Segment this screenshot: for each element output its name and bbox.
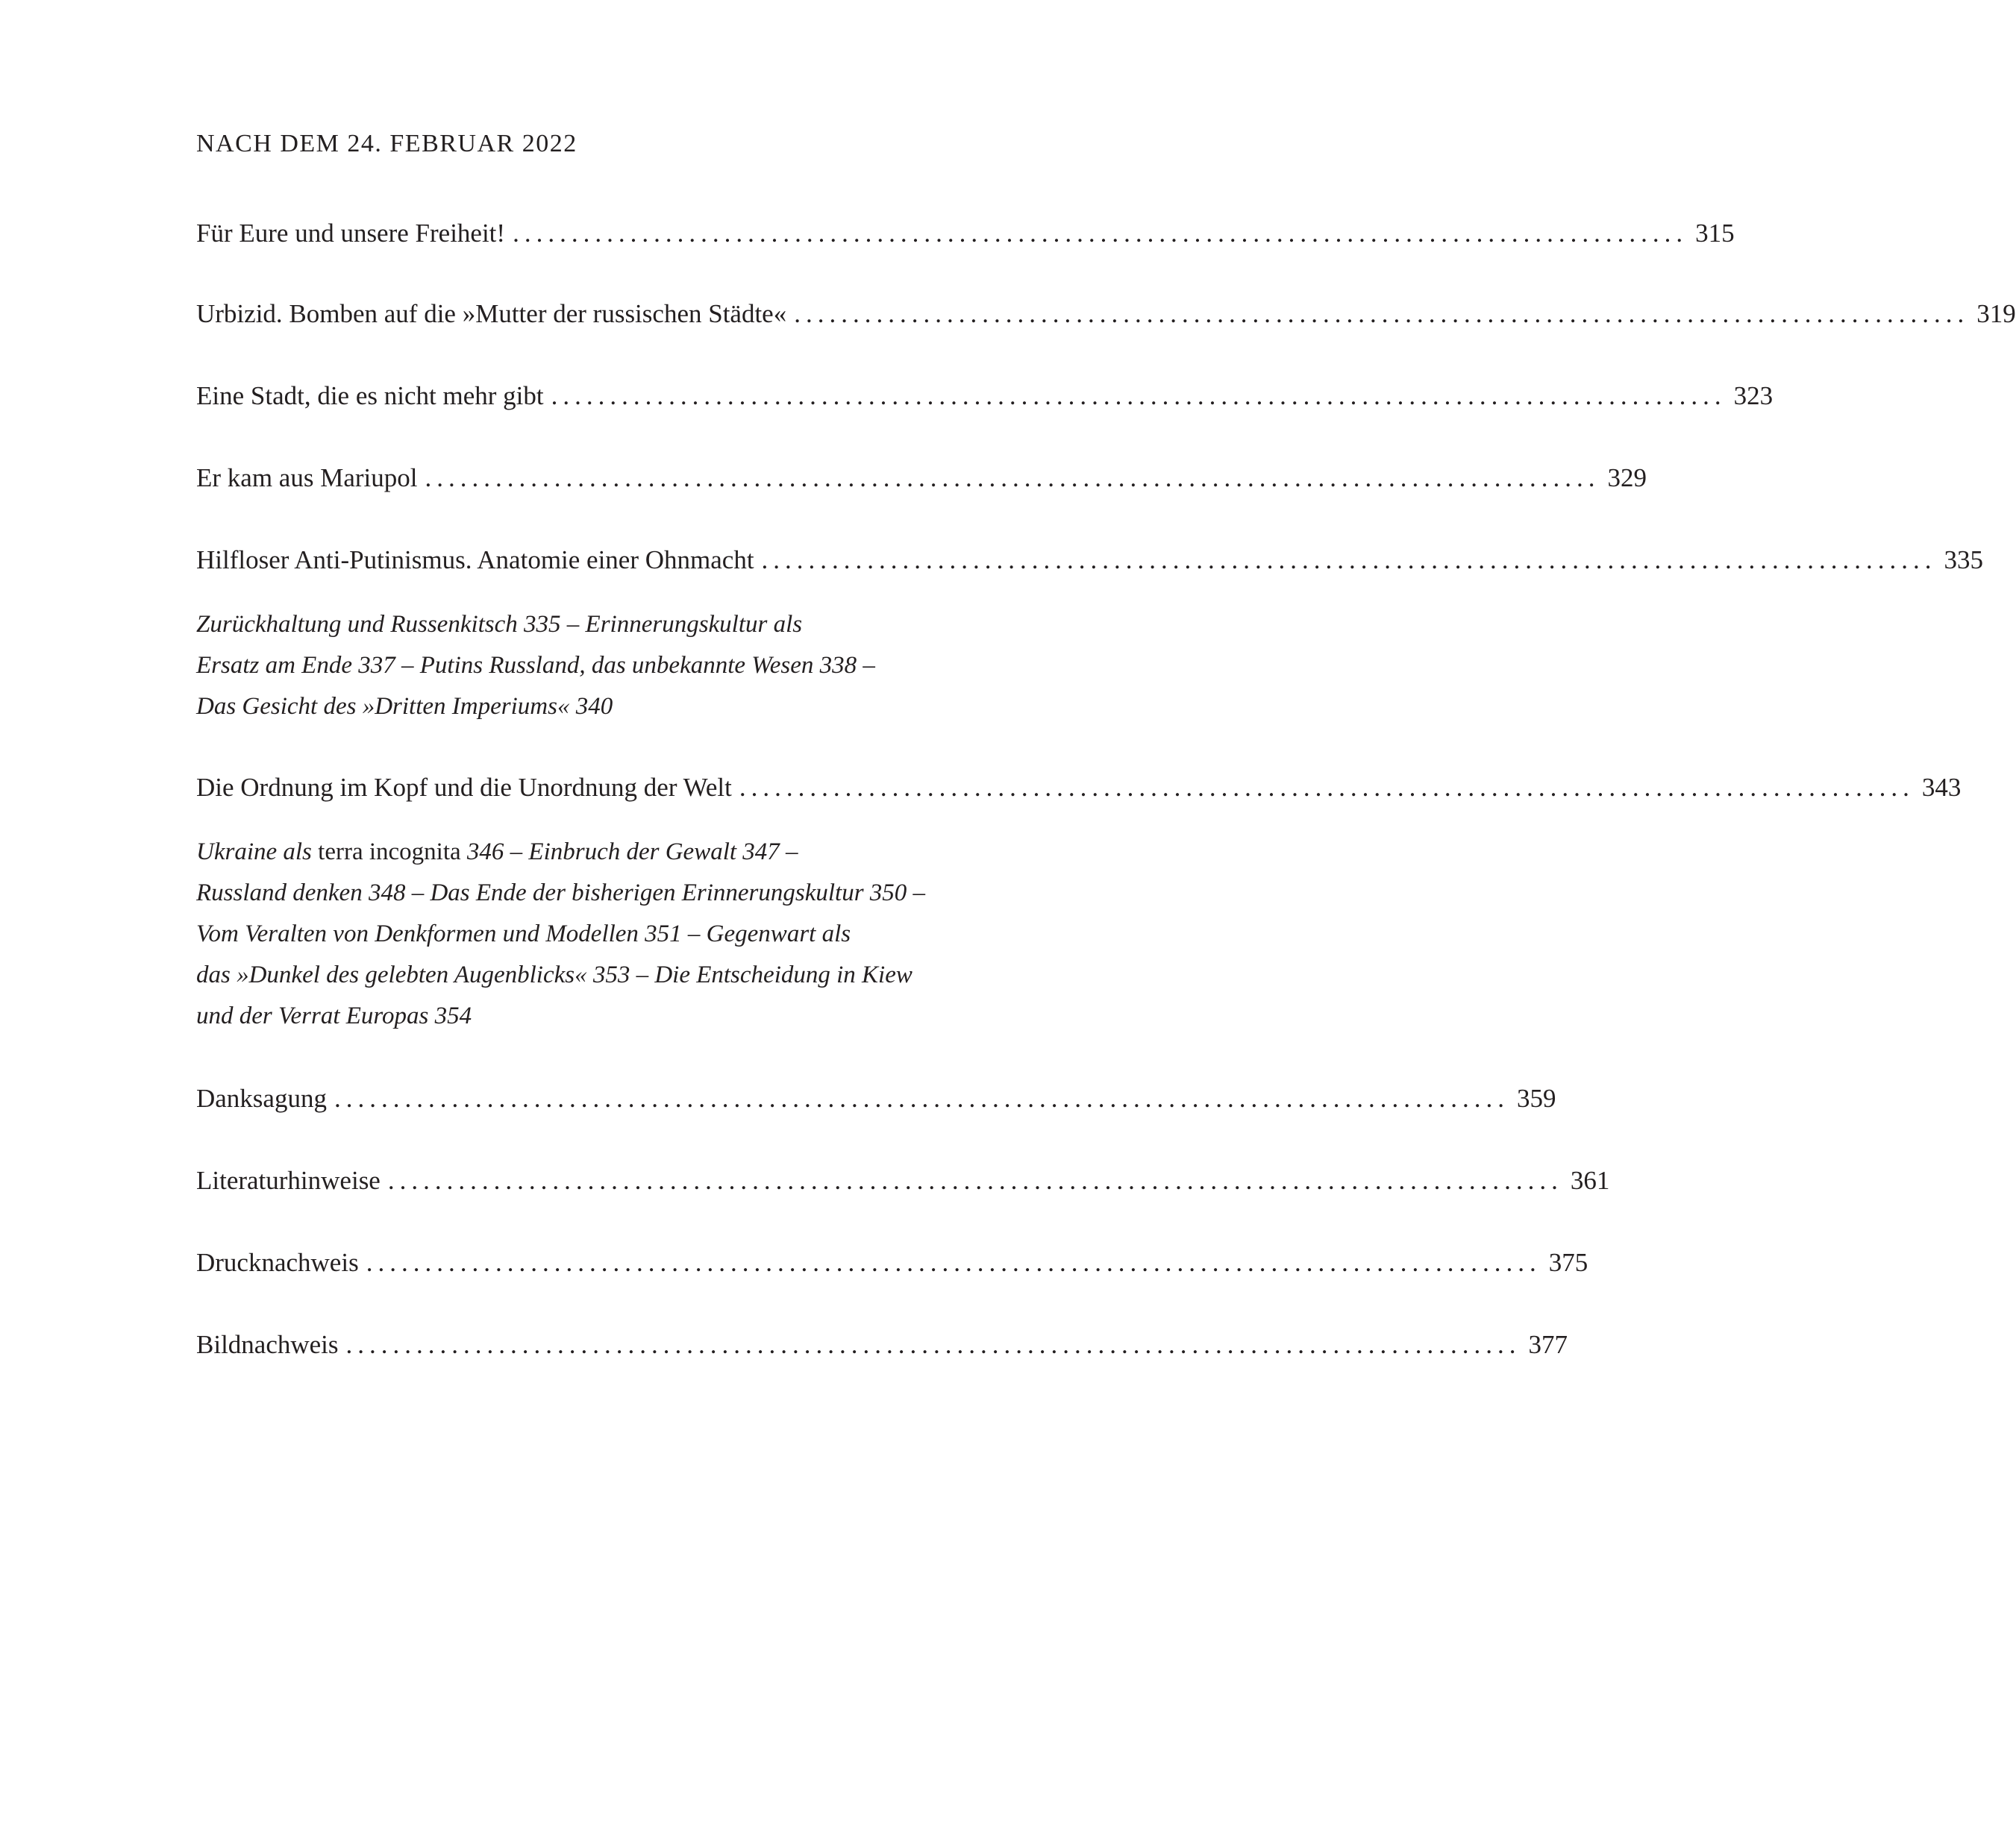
- toc-subentries: [196, 832, 1047, 1037]
- toc-entry-title: Urbizid. Bomben auf die »Mutter der russischen Städte«: [196, 299, 787, 328]
- dot-leader: ....................................................................................................: [366, 1248, 1541, 1277]
- toc-entry-title: Bildnachweis: [196, 1330, 339, 1359]
- toc-entry-title: Literaturhinweise: [196, 1166, 381, 1195]
- toc-entry-page: 361: [1570, 1166, 1610, 1195]
- section-heading: NACH DEM 24. FEBRUAR 2022: [196, 130, 577, 157]
- toc-entry-page: 323: [1733, 381, 1774, 410]
- toc-entry-page: 329: [1607, 463, 1647, 492]
- toc-entry: [196, 772, 1962, 803]
- subentry-line: Das Gesicht des »Dritten Imperiums« 340: [196, 693, 613, 720]
- subentry-line: [196, 832, 1047, 873]
- toc-entry: [196, 1165, 1610, 1196]
- toc-entry-title: Danksagung: [196, 1084, 327, 1113]
- dot-leader: ....................................................................................................: [387, 1166, 1563, 1195]
- dot-leader: ....................................................................................................: [425, 463, 1600, 492]
- subentry-text: 346 – Einbruch der Gewalt 347 –: [466, 838, 798, 865]
- toc-entry-page: 377: [1528, 1330, 1568, 1359]
- toc-entry: [196, 1083, 1556, 1114]
- toc-entry-title: Drucknachweis: [196, 1248, 359, 1277]
- subentry-line: Russland denken 348 – Das Ende der bisherigen Erinnerungskultur 350 –: [196, 879, 926, 906]
- subentry-line: und der Verrat Europas 354: [196, 1003, 472, 1029]
- toc-entry: [196, 462, 1647, 494]
- toc-entry-page: 375: [1548, 1248, 1588, 1277]
- toc-entry: [196, 1247, 1588, 1279]
- subentry-text: Ukraine als: [196, 838, 312, 865]
- toc-entry-page: 359: [1516, 1084, 1556, 1113]
- dot-leader: ....................................................................................................: [794, 299, 1970, 328]
- toc-entry: [196, 218, 1735, 249]
- toc-entry-title: Er kam aus Mariupol: [196, 463, 418, 492]
- subentry-line: Vom Veralten von Denkformen und Modellen 351 – Gegenwart als: [196, 920, 851, 947]
- subentry-line: Zurückhaltung und Russenkitsch 335 – Erinnerungskultur als: [196, 611, 803, 638]
- dot-leader: ....................................................................................................: [345, 1330, 1521, 1359]
- toc-entry-page: 315: [1695, 219, 1735, 248]
- dot-leader: ....................................................................................................: [739, 773, 1915, 802]
- subentry-text-upright: terra incognita: [318, 838, 461, 865]
- toc-entry: [196, 298, 2016, 330]
- toc-entry-page: 319: [1976, 299, 2016, 328]
- toc-entry-title: Die Ordnung im Kopf und die Unordnung der Welt: [196, 773, 732, 802]
- toc-entry-title: Hilfloser Anti-Putinismus. Anatomie einer Ohnmacht: [196, 545, 754, 574]
- toc-entry-page: 335: [1944, 545, 1984, 574]
- dot-leader: ....................................................................................................: [513, 219, 1688, 248]
- dot-leader: ....................................................................................................: [551, 381, 1727, 410]
- toc-entry-title: Für Eure und unsere Freiheit!: [196, 219, 506, 248]
- subentry-line: Ersatz am Ende 337 – Putins Russland, das unbekannte Wesen 338 –: [196, 652, 875, 679]
- dot-leader: ....................................................................................................: [334, 1084, 1509, 1113]
- toc-entry-page: 343: [1921, 773, 1962, 802]
- subentry-line: das »Dunkel des gelebten Augenblicks« 353 – Die Entscheidung in Kiew: [196, 962, 912, 988]
- toc-subentries: [196, 604, 1047, 727]
- toc-entry: [196, 545, 1984, 576]
- toc-entry: [196, 1329, 1568, 1361]
- dot-leader: ....................................................................................................: [761, 545, 1937, 574]
- toc-entry: [196, 380, 1774, 412]
- toc-entry-title: Eine Stadt, die es nicht mehr gibt: [196, 381, 544, 410]
